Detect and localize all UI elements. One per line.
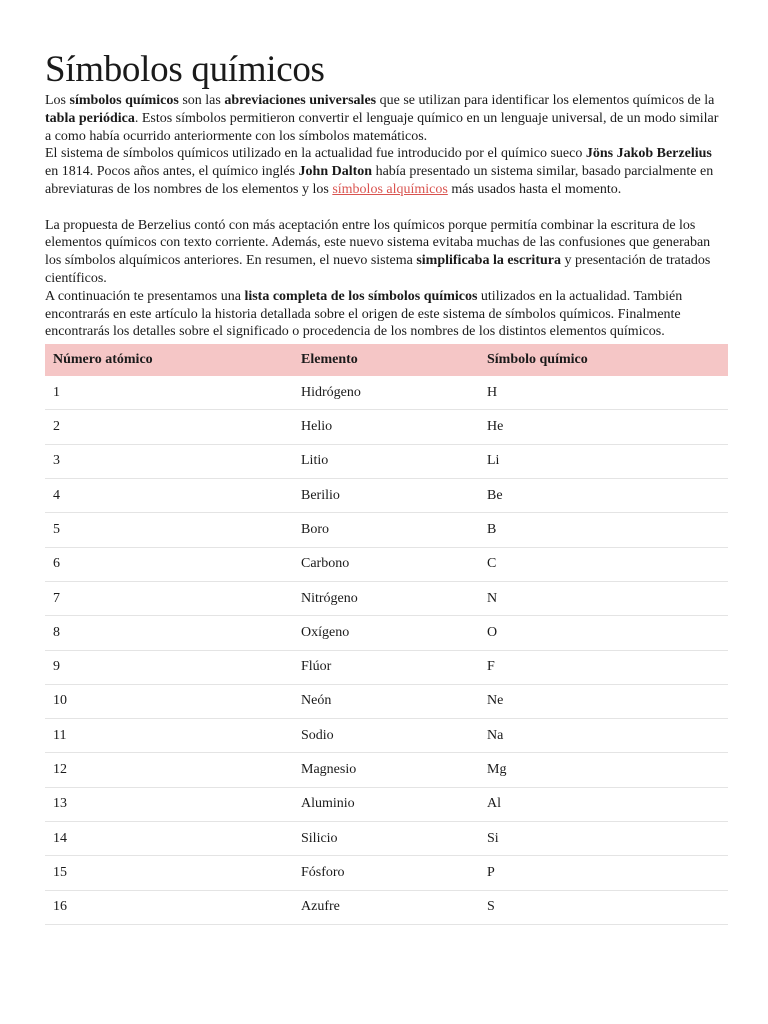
alchemical-symbols-link[interactable]: símbolos alquímicos — [332, 181, 448, 197]
symbol-cell: Li — [479, 444, 728, 478]
element-cell: Litio — [293, 444, 479, 478]
table-row — [45, 410, 728, 444]
table-row — [45, 787, 728, 821]
element-cell: Flúor — [293, 650, 479, 684]
element-cell: Magnesio — [293, 753, 479, 787]
atomic-number-cell: 14 — [45, 822, 293, 856]
table-row — [45, 616, 728, 650]
paragraph-spacer — [45, 199, 728, 217]
element-cell: Silicio — [293, 822, 479, 856]
symbol-cell: Mg — [479, 753, 728, 787]
text-run: La propuesta de Berzelius contó con más aceptación entre los químicos porque permitía combinar la escritura de los elementos químicos con texto corriente. Además, este nuevo sistema evitaba muchas de las confusiones que generaban los símbolos alquímicos anteriores. En resumen, el nuevo sistema — [45, 217, 711, 269]
symbol-cell: B — [479, 513, 728, 547]
element-cell: Fósforo — [293, 856, 479, 890]
table-row — [45, 444, 728, 478]
element-cell: Carbono — [293, 547, 479, 581]
symbol-cell: He — [479, 410, 728, 444]
bold-term: lista completa de los símbolos químicos — [244, 288, 478, 304]
element-cell: Neón — [293, 684, 479, 718]
text-run: utilizados en la actualidad. También encontrarás en este artículo la historia detallada sobre el origen de este sistema de símbolos químicos. Finalmente encontrarás los detalles sobre el significado o procedencia de los nombres de los distintos elementos químicos. — [45, 288, 683, 340]
table-row — [45, 856, 728, 890]
element-cell: Hidrógeno — [293, 376, 479, 410]
element-cell: Oxígeno — [293, 616, 479, 650]
intro-paragraph — [45, 92, 728, 145]
symbol-cell: N — [479, 581, 728, 615]
page-title: Símbolos químicos — [45, 49, 325, 90]
text-run: son las — [178, 93, 225, 108]
table-row — [45, 513, 728, 547]
bold-term: tabla periódica — [45, 110, 135, 126]
table-row — [45, 479, 728, 513]
text-run: más usados hasta el momento. — [447, 181, 622, 197]
atomic-number-cell: 7 — [45, 581, 293, 615]
symbol-cell: Be — [479, 479, 728, 513]
bold-term: símbolos químicos — [69, 93, 179, 108]
table-row — [45, 684, 728, 718]
table-row — [45, 890, 728, 924]
text-run: Los — [45, 93, 70, 108]
text-run: en 1814. Pocos años antes, el químico inglés — [45, 164, 299, 180]
atomic-number-cell: 8 — [45, 616, 293, 650]
element-cell: Boro — [293, 513, 479, 547]
table-header-row — [45, 344, 728, 376]
list-intro-paragraph — [45, 288, 728, 341]
text-run: que se utilizan para identificar los elementos químicos de la — [376, 93, 715, 108]
atomic-number-cell: 12 — [45, 753, 293, 787]
symbol-cell: C — [479, 547, 728, 581]
symbol-cell: H — [479, 376, 728, 410]
symbol-cell: S — [479, 890, 728, 924]
atomic-number-cell: 11 — [45, 719, 293, 753]
element-cell: Azufre — [293, 890, 479, 924]
element-cell: Helio — [293, 410, 479, 444]
atomic-number-cell: 2 — [45, 410, 293, 444]
atomic-number-cell: 5 — [45, 513, 293, 547]
atomic-number-cell: 15 — [45, 856, 293, 890]
text-run: El sistema de símbolos químicos utilizado en la actualidad fue introducido por el químico sueco — [45, 146, 586, 162]
bold-term: abreviaciones universales — [224, 93, 377, 108]
symbol-cell: O — [479, 616, 728, 650]
atomic-number-cell: 13 — [45, 787, 293, 821]
text-run: y presentación de tratados científicos. — [45, 253, 711, 286]
table-row — [45, 753, 728, 787]
text-run: A continuación te presentamos una — [45, 288, 245, 304]
atomic-number-cell: 9 — [45, 650, 293, 684]
header-element: Elemento — [301, 352, 358, 368]
atomic-number-cell: 4 — [45, 479, 293, 513]
element-cell: Sodio — [293, 719, 479, 753]
atomic-number-cell: 10 — [45, 684, 293, 718]
table-row — [45, 719, 728, 753]
element-cell: Aluminio — [293, 787, 479, 821]
elements-table — [45, 344, 728, 925]
symbol-cell: Na — [479, 719, 728, 753]
text-run: había presentado un sistema similar, basado parcialmente en abreviaturas de los nombres de los elementos y los — [45, 164, 714, 197]
table-row — [45, 376, 728, 410]
symbol-cell: P — [479, 856, 728, 890]
bold-term: simplificaba la escritura — [416, 253, 561, 269]
bold-term: Jöns Jakob Berzelius — [585, 146, 712, 162]
history-paragraph — [45, 145, 728, 198]
table-row — [45, 822, 728, 856]
symbol-cell: Al — [479, 787, 728, 821]
table-row — [45, 650, 728, 684]
atomic-number-cell: 6 — [45, 547, 293, 581]
element-cell: Nitrógeno — [293, 581, 479, 615]
symbol-cell: F — [479, 650, 728, 684]
header-symbol: Símbolo químico — [487, 352, 588, 368]
symbol-cell: Ne — [479, 684, 728, 718]
proposal-paragraph — [45, 217, 728, 288]
table-row — [45, 581, 728, 615]
atomic-number-cell: 16 — [45, 890, 293, 924]
atomic-number-cell: 1 — [45, 376, 293, 410]
element-cell: Berilio — [293, 479, 479, 513]
bold-term: John Dalton — [298, 164, 373, 180]
symbol-cell: Si — [479, 822, 728, 856]
atomic-number-cell: 3 — [45, 444, 293, 478]
table-row — [45, 547, 728, 581]
article — [45, 48, 728, 925]
header-atomic-number: Número atómico — [53, 352, 153, 368]
text-run: . Estos símbolos permitieron convertir el lenguaje químico en un lenguaje universal, de un modo similar a como había ocurrido anteriormente con los símbolos matemáticos. — [45, 110, 719, 144]
